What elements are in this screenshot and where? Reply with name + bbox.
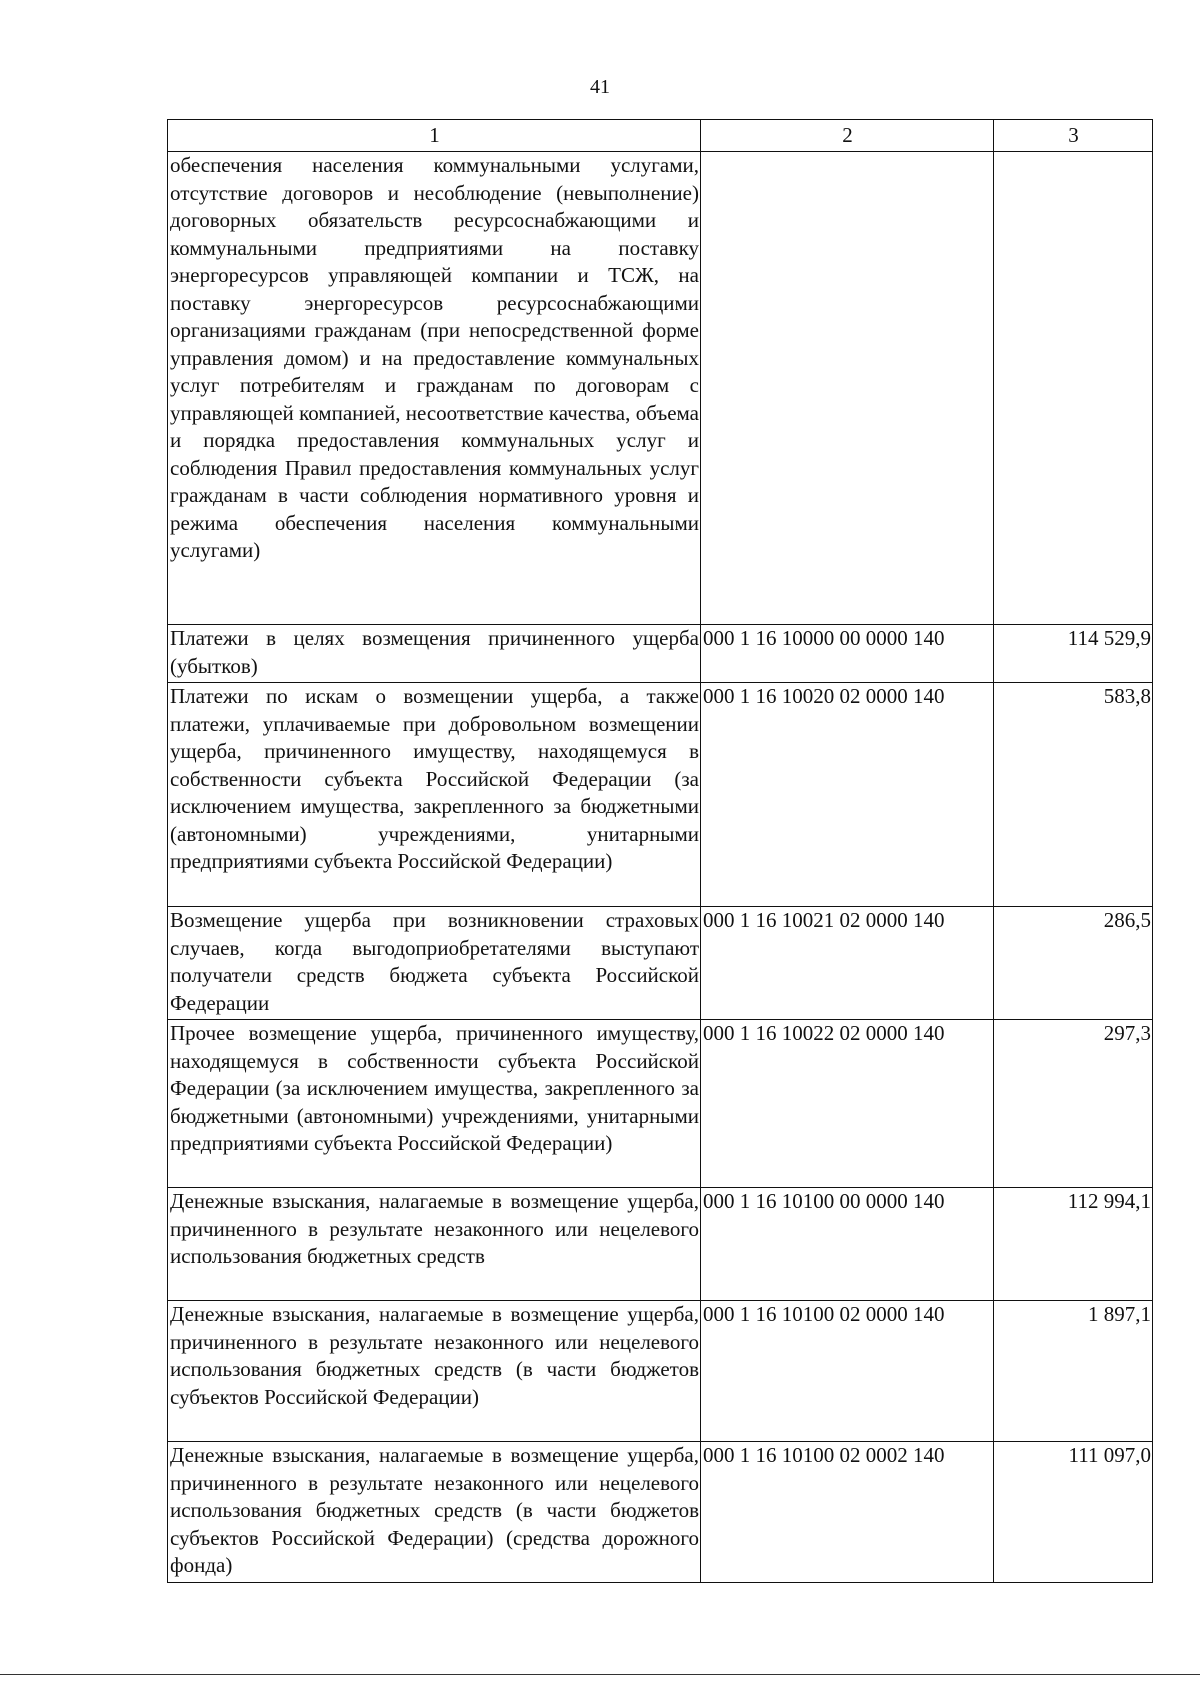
table-row: [168, 1188, 1153, 1301]
column-header-2: 2: [701, 120, 994, 152]
row-code: 000 1 16 10020 02 0000 140: [701, 683, 994, 907]
row-amount: [994, 152, 1153, 625]
row-code: 000 1 16 10100 02 0000 140: [701, 1301, 994, 1442]
table-row: [168, 683, 1153, 907]
table-row: [168, 1442, 1153, 1583]
table-header-row: [168, 120, 1153, 152]
row-amount: 583,8: [994, 683, 1153, 907]
row-amount: 297,3: [994, 1020, 1153, 1188]
revenue-table: [167, 119, 1153, 1583]
row-description: Платежи по искам о возмещении ущерба, а также платежи, уплачиваемые при добровольном возмещении ущерба, причиненного имуществу, находящемуся в собственности субъекта Российской Федерации (за исключением имущества, закрепленного за бюджетными (автономными) учреждениями, унитарными предприятиями субъекта Российской Федерации): [168, 683, 701, 907]
row-amount: 286,5: [994, 907, 1153, 1020]
row-amount: 1 897,1: [994, 1301, 1153, 1442]
row-description: Денежные взыскания, налагаемые в возмещение ущерба, причиненного в результате незаконного или нецелевого использования бюджетных средств (в части бюджетов субъектов Российской Федерации) (средства дорожного фонда): [168, 1442, 701, 1583]
row-description: обеспечения населения коммунальными услугами, отсутствие договоров и несоблюдение (невыполнение) договорных обязательств ресурсоснабжающими и коммунальными предприятиями на поставку энергоресурсов управляющей компании и ТСЖ, на поставку энергоресурсов ресурсоснабжающими организациями гражданам (при непосредственной форме управления домом) и на предоставление коммунальных услуг потребителям и гражданам по договорам с управляющей компанией, несоответствие качества, объема и порядка предоставления коммунальных услуг и соблюдения Правил предоставления коммунальных услуг гражданам в части соблюдения нормативного уровня и режима обеспечения населения коммунальными услугами): [168, 152, 701, 625]
row-description: Прочее возмещение ущерба, причиненного имуществу, находящемуся в собственности субъекта Российской Федерации (за исключением имущества, закрепленного за бюджетными (автономными) учреждениями, унитарными предприятиями субъекта Российской Федерации): [168, 1020, 701, 1188]
table-row: [168, 625, 1153, 683]
table-row: [168, 152, 1153, 625]
row-description: Денежные взыскания, налагаемые в возмещение ущерба, причиненного в результате незаконного или нецелевого использования бюджетных средств: [168, 1188, 701, 1301]
row-code: 000 1 16 10022 02 0000 140: [701, 1020, 994, 1188]
page-bottom-rule: [0, 1674, 1200, 1675]
row-description: Платежи в целях возмещения причиненного ущерба (убытков): [168, 625, 701, 683]
row-amount: 114 529,9: [994, 625, 1153, 683]
column-header-1: 1: [168, 120, 701, 152]
row-code: 000 1 16 10000 00 0000 140: [701, 625, 994, 683]
row-code: [701, 152, 994, 625]
row-amount: 112 994,1: [994, 1188, 1153, 1301]
row-code: 000 1 16 10100 02 0002 140: [701, 1442, 994, 1583]
row-amount: 111 097,0: [994, 1442, 1153, 1583]
table-row: [168, 1020, 1153, 1188]
table-row: [168, 907, 1153, 1020]
row-description: Возмещение ущерба при возникновении страховых случаев, когда выгодоприобретателями выступают получатели средств бюджета субъекта Российской Федерации: [168, 907, 701, 1020]
page-number: 41: [590, 76, 610, 98]
row-code: 000 1 16 10021 02 0000 140: [701, 907, 994, 1020]
row-code: 000 1 16 10100 00 0000 140: [701, 1188, 994, 1301]
row-description: Денежные взыскания, налагаемые в возмещение ущерба, причиненного в результате незаконного или нецелевого использования бюджетных средств (в части бюджетов субъектов Российской Федерации): [168, 1301, 701, 1442]
table-row: [168, 1301, 1153, 1442]
column-header-3: 3: [994, 120, 1153, 152]
